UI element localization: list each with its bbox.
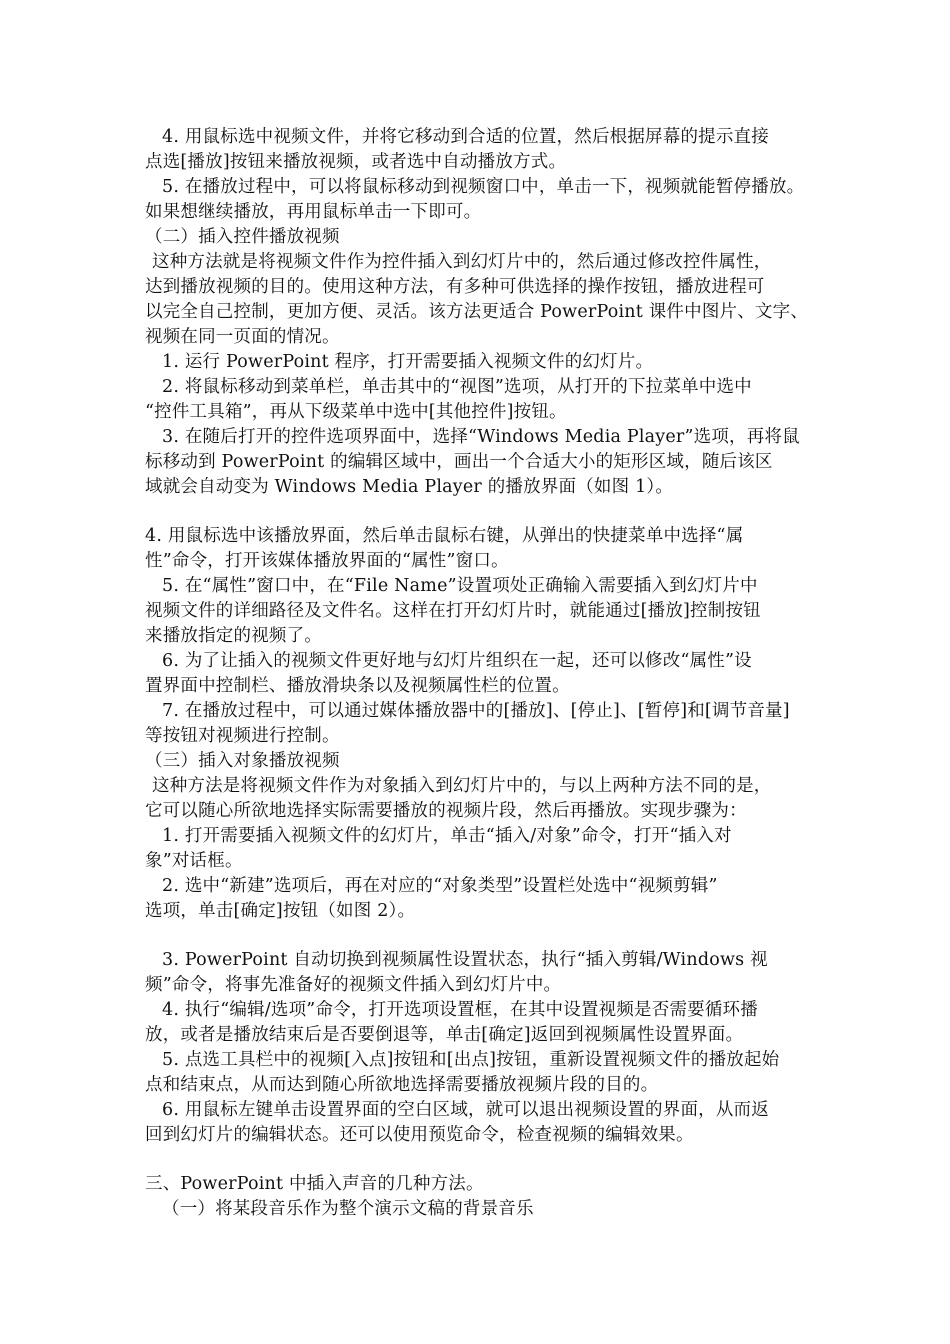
section-heading: （三）插入对象播放视频 xyxy=(145,751,340,771)
paragraph-line: 等按钮对视频进行控制。 xyxy=(145,726,340,746)
paragraph-line: 4. 用鼠标选中该播放界面，然后单击鼠标右键，从弹出的快捷菜单中选择“属 xyxy=(145,526,744,546)
paragraph-line: 放，或者是播放结束后是否要倒退等，单击[确定]返回到视频属性设置界面。 xyxy=(145,1025,744,1045)
paragraph-line: 它可以随心所欲地选择实际需要播放的视频片段，然后再播放。实现步骤为： xyxy=(145,801,747,821)
paragraph-line: 7. 在播放过程中，可以通过媒体播放器中的[播放]、[停止]、[暂停]和[调节音量] xyxy=(162,701,790,721)
paragraph-line: 4. 执行“编辑/选项”命令，打开选项设置框，在其中设置视频是否需要循环播 xyxy=(162,1000,758,1020)
paragraph-line: 频”命令，将事先准备好的视频文件插入到幻灯片中。 xyxy=(145,975,562,995)
paragraph-line: 4. 用鼠标选中视频文件，并将它移动到合适的位置，然后根据屏幕的提示直接 xyxy=(162,127,769,147)
paragraph-line: 2. 将鼠标移动到菜单栏，单击其中的“视图”选项，从打开的下拉菜单中选中 xyxy=(162,377,752,397)
paragraph-line: 象”对话框。 xyxy=(145,851,243,871)
paragraph-line: 这种方法就是将视频文件作为控件插入到幻灯片中的，然后通过修改控件属性， xyxy=(152,252,772,272)
paragraph-line: 5. 在“属性”窗口中，在“File Name”设置项处正确输入需要插入到幻灯片中 xyxy=(162,576,758,596)
section-heading: 三、PowerPoint 中插入声音的几种方法。 xyxy=(145,1174,484,1194)
paragraph-line: 5. 点选工具栏中的视频[入点]按钮和[出点]按钮，重新设置视频文件的播放起始 xyxy=(162,1050,780,1070)
paragraph-line: 1. 打开需要插入视频文件的幻灯片，单击“插入/对象”命令，打开“插入对 xyxy=(162,826,732,846)
paragraph-line: 6. 为了让插入的视频文件更好地与幻灯片组织在一起，还可以修改“属性”设 xyxy=(162,651,752,671)
paragraph-line: 2. 选中“新建”选项后，再在对应的“对象类型”设置栏处选中“视频剪辑” xyxy=(162,876,718,896)
paragraph-line: 点选[播放]按钮来播放视频，或者选中自动播放方式。 xyxy=(145,152,567,172)
paragraph-line: 这种方法是将视频文件作为对象插入到幻灯片中的，与以上两种方法不同的是， xyxy=(152,776,772,796)
paragraph-line: 6. 用鼠标左键单击设置界面的空白区域，就可以退出视频设置的界面，从而返 xyxy=(162,1100,769,1120)
section-heading: （二）插入控件播放视频 xyxy=(145,227,340,247)
paragraph-line: 置界面中控制栏、播放滑块条以及视频属性栏的位置。 xyxy=(145,676,570,696)
section-heading: （一）将某段音乐作为整个演示文稿的背景音乐 xyxy=(162,1199,534,1219)
paragraph-line: 来播放指定的视频了。 xyxy=(145,626,322,646)
paragraph-line: 回到幻灯片的编辑状态。还可以使用预览命令，检查视频的编辑效果。 xyxy=(145,1125,694,1145)
paragraph-line: 域就会自动变为 Windows Media Player 的播放界面（如图 1）。 xyxy=(145,477,674,497)
paragraph-line: 以完全自己控制，更加方便、灵活。该方法更适合 PowerPoint 课件中图片、文字、 xyxy=(145,302,809,322)
paragraph-line: 达到播放视频的目的。使用这种方法，有多种可供选择的操作按钮，播放进程可 xyxy=(145,277,765,297)
paragraph-line: 选项，单击[确定]按钮（如图 2）。 xyxy=(145,901,416,921)
paragraph-line: 5. 在播放过程中，可以将鼠标移动到视频窗口中，单击一下，视频就能暂停播放。 xyxy=(162,177,805,197)
paragraph-line: 点和结束点，从而达到随心所欲地选择需要播放视频片段的目的。 xyxy=(145,1075,659,1095)
paragraph-line: 标移动到 PowerPoint 的编辑区域中，画出一个合适大小的矩形区域，随后该区 xyxy=(145,452,773,472)
paragraph-line: 1. 运行 PowerPoint 程序，打开需要插入视频文件的幻灯片。 xyxy=(162,352,654,372)
paragraph-line: 性”命令，打开该媒体播放界面的“属性”窗口。 xyxy=(145,551,509,571)
paragraph-line: 视频在同一页面的情况。 xyxy=(145,327,340,347)
paragraph-line: “控件工具箱”，再从下级菜单中选中[其他控件]按钮。 xyxy=(145,402,567,422)
paragraph-line: 视频文件的详细路径及文件名。这样在打开幻灯片时，就能通过[播放]控制按钮 xyxy=(145,601,761,621)
paragraph-line: 如果想继续播放，再用鼠标单击一下即可。 xyxy=(145,202,482,222)
paragraph-line: 3. PowerPoint 自动切换到视频属性设置状态，执行“插入剪辑/Windows 视 xyxy=(162,950,768,970)
paragraph-line: 3. 在随后打开的控件选项界面中，选择“Windows Media Player”选项，再将鼠 xyxy=(162,427,800,447)
